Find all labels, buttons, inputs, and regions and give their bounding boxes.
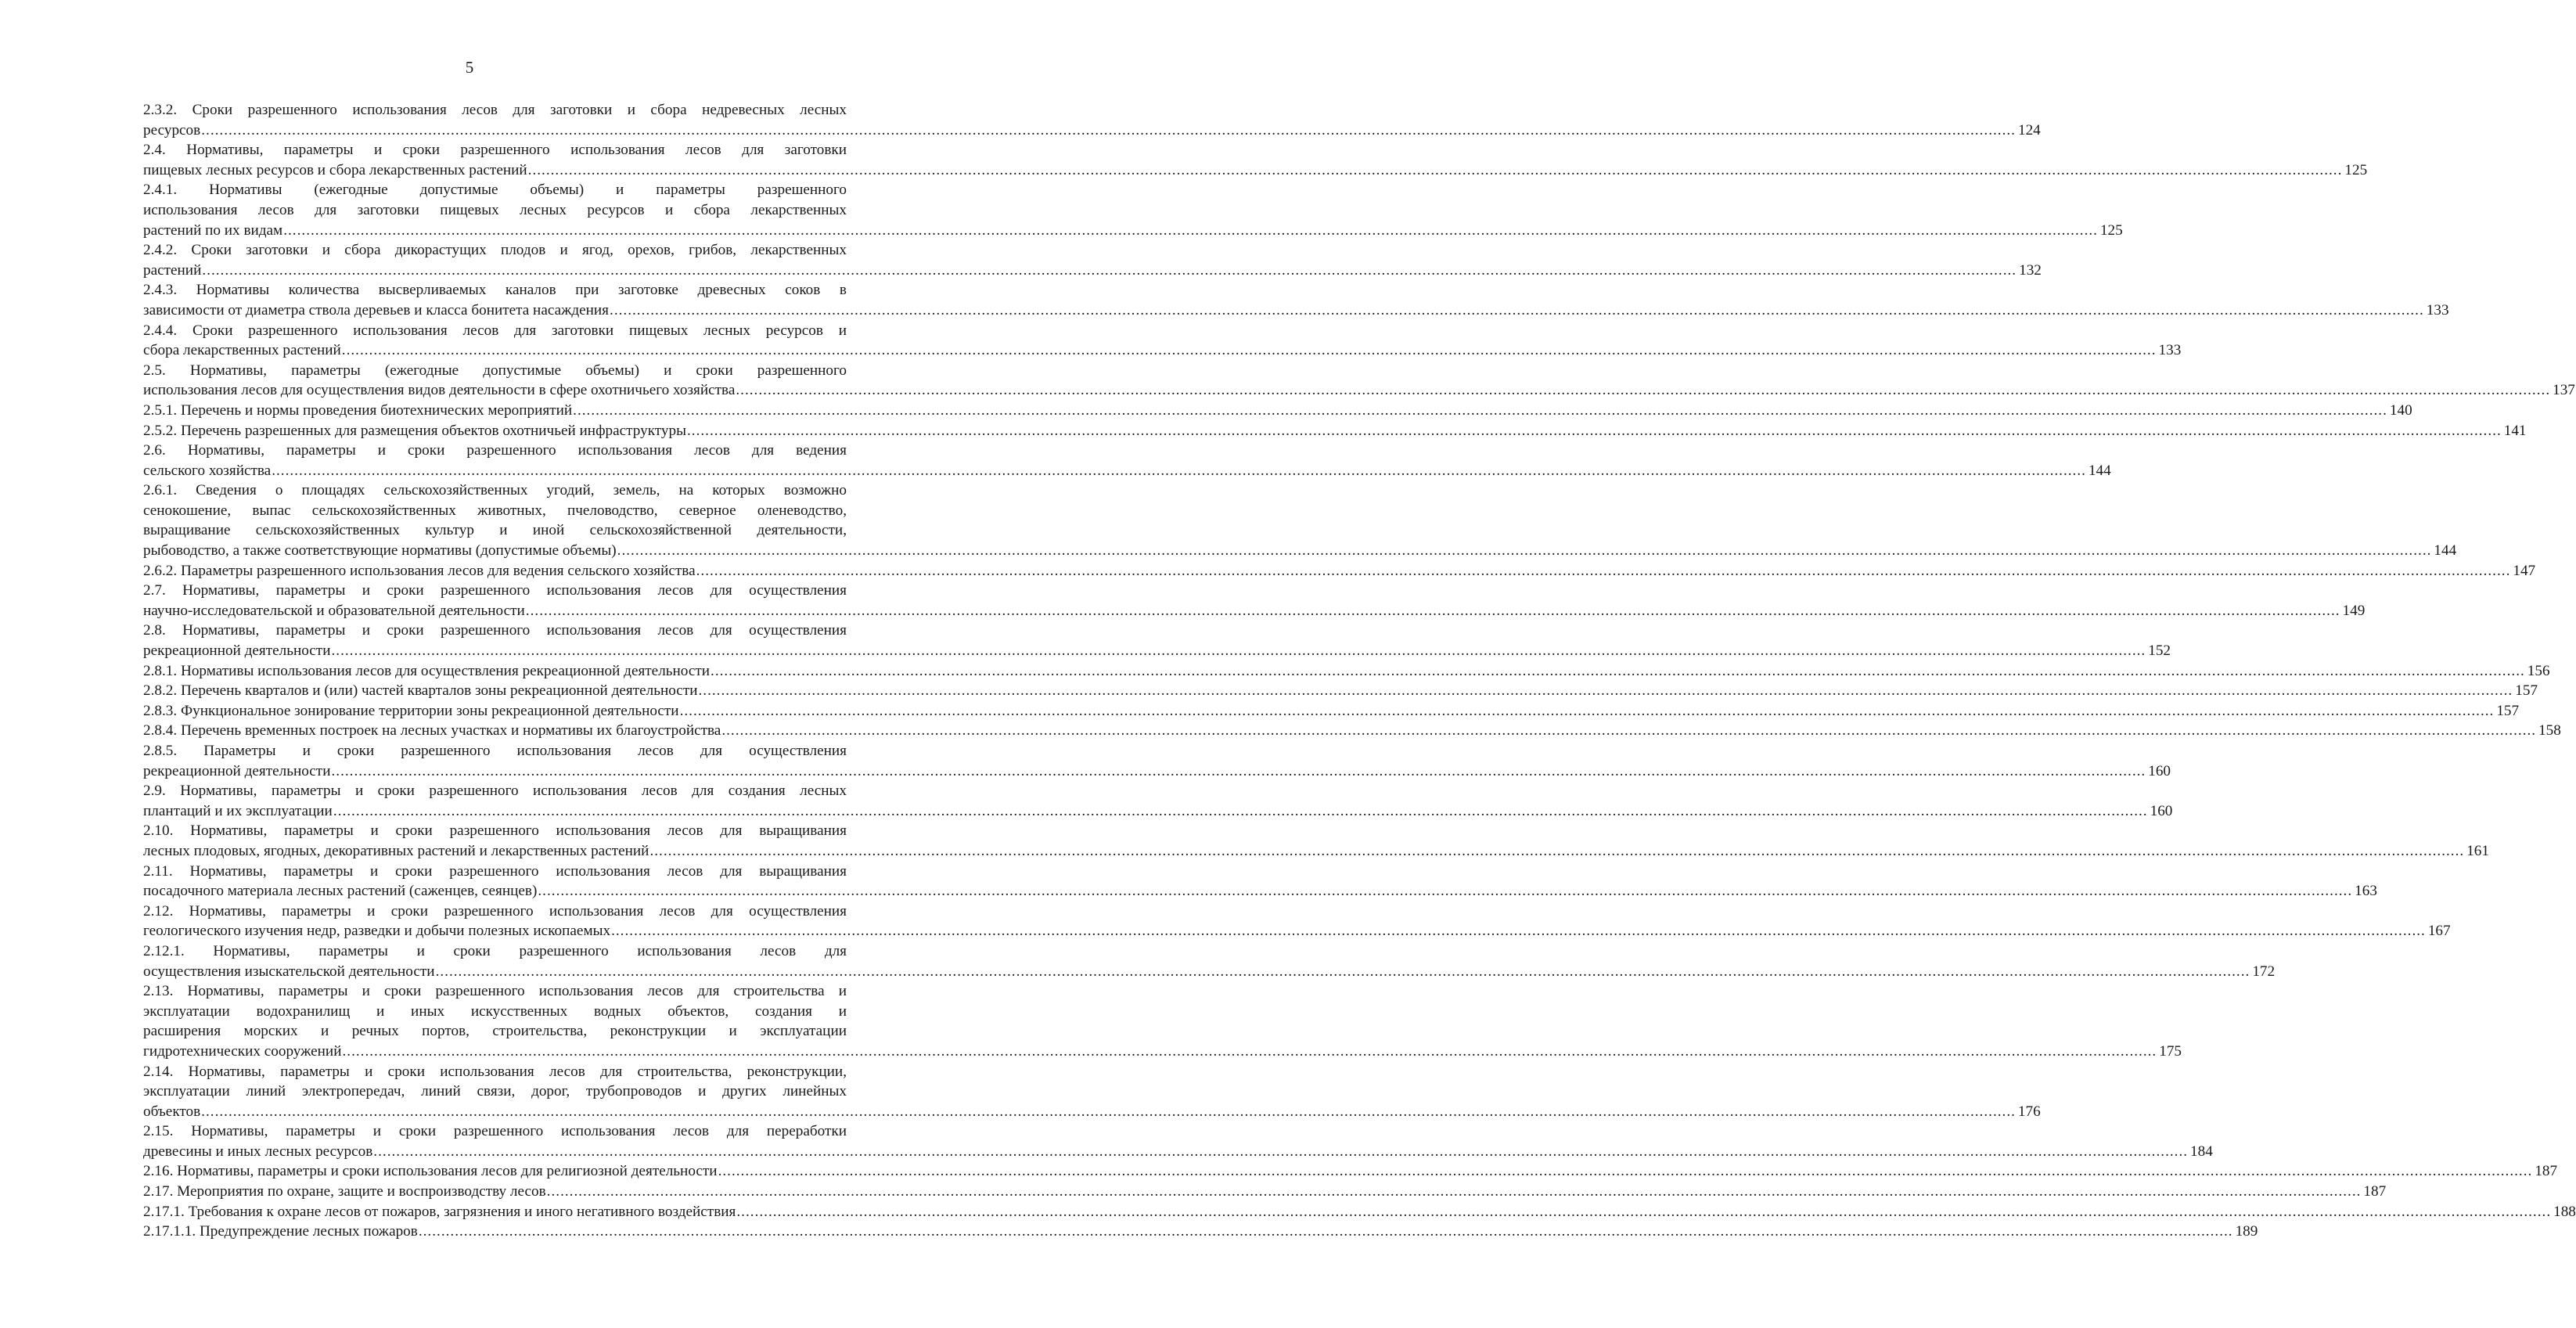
toc-leader-dots: ................................................................................................................................................................................................................................................................................................................................................................................................................ (711, 662, 2525, 679)
toc-leader-dots: ................................................................................................................................................................................................................................................................................................................................................................................................................ (341, 342, 2157, 359)
toc-page-number: 175 (2159, 1042, 2182, 1060)
toc-entry (143, 741, 2171, 781)
toc-entry-last-line (143, 921, 2451, 941)
toc-entry-title: зависимости от диаметра ствола деревьев и класса бонитета насаждения (143, 301, 610, 319)
toc-entry (143, 321, 2182, 361)
toc-page-number: 187 (2363, 1183, 2387, 1200)
toc-entry-text-line: 2.9. Нормативы, параметры и сроки разрешенного использования лесов для создания лесных (143, 783, 847, 800)
toc-page-number: 184 (2190, 1143, 2213, 1160)
toc-entry-title: посадочного материала лесных растений (саженцев, сеянцев) (143, 883, 538, 900)
toc-page-number: 124 (2017, 121, 2041, 139)
toc-entry-text-line: 2.7. Нормативы, параметры и сроки разрешенного использования лесов для осуществления (143, 582, 847, 599)
toc-entry-title: 2.8.2. Перечень кварталов и (или) частей кварталов зоны рекреационной деятельности (143, 682, 698, 700)
toc-entry (143, 621, 2171, 660)
toc-entry-title: 2.8.3. Функциональное зонирование территории зоны рекреационной деятельности (143, 702, 679, 719)
toc-leader-dots: ................................................................................................................................................................................................................................................................................................................................................................................................................ (373, 1143, 2189, 1160)
toc-entry-last-line (143, 1202, 2576, 1222)
toc-leader-dots: ................................................................................................................................................................................................................................................................................................................................................................................................................ (333, 802, 2148, 819)
toc-entry-last-line (143, 681, 2538, 701)
toc-entry-text-line: расширения морских и речных портов, строительства, реконструкции и эксплуатации (143, 1023, 847, 1040)
toc-leader-dots: ................................................................................................................................................................................................................................................................................................................................................................................................................ (718, 1163, 2533, 1180)
toc-entry-text-line: 2.5. Нормативы, параметры (ежегодные допустимые объемы) и сроки разрешенного (143, 362, 847, 379)
toc-leader-dots: ................................................................................................................................................................................................................................................................................................................................................................................................................ (272, 462, 2086, 479)
toc-entry-last-line (143, 881, 2377, 902)
toc-leader-dots: ................................................................................................................................................................................................................................................................................................................................................................................................................ (696, 562, 2511, 579)
toc-page-number: 133 (2426, 301, 2449, 319)
toc-entry-text-line: выращивание сельскохозяйственных культур и иной сельскохозяйственной деятельности, (143, 522, 847, 539)
toc-page-number: 172 (2252, 963, 2276, 980)
toc-entry (143, 280, 2449, 320)
toc-entry (143, 701, 2520, 722)
toc-entry-title: 2.17.1. Требования к охране лесов от пожаров, загрязнения и иного негативного воздействия (143, 1203, 736, 1220)
toc-entry (143, 561, 2536, 581)
toc-entry-title: 2.8.1. Нормативы использования лесов для осуществления рекреационной деятельности (143, 662, 711, 679)
toc-entry (143, 1062, 2041, 1122)
toc-leader-dots: ................................................................................................................................................................................................................................................................................................................................................................................................................ (283, 221, 2098, 239)
toc-entry-last-line (143, 561, 2536, 581)
toc-entry-text-line: 2.12.1. Нормативы, параметры и сроки разрешенного использования лесов для (143, 942, 847, 959)
toc-entry-text-line: эксплуатации линий электропередач, линий связи, дорог, трубопроводов и других линейных (143, 1083, 847, 1100)
toc-entry (143, 1182, 2387, 1202)
toc-entry-title: пищевых лесных ресурсов и сбора лекарственных растений (143, 161, 527, 178)
toc-leader-dots: ................................................................................................................................................................................................................................................................................................................................................................................................................ (525, 602, 2340, 619)
page-number: 5 (465, 58, 474, 77)
toc-entry-title: использования лесов для осуществления видов деятельности в сфере охотничьего хозяйства (143, 382, 736, 399)
toc-entry (143, 401, 2412, 421)
toc-entry-last-line (143, 301, 2449, 321)
toc-page-number: 125 (2099, 221, 2123, 239)
toc-leader-dots: ................................................................................................................................................................................................................................................................................................................................................................................................................ (736, 382, 2551, 399)
toc-leader-dots: ................................................................................................................................................................................................................................................................................................................................................................................................................ (331, 762, 2146, 779)
toc-entry (143, 421, 2527, 441)
toc-entry-text-line: 2.3.2. Сроки разрешенного использования лесов для заготовки и сбора недревесных лесных (143, 102, 847, 118)
toc-entry-title: 2.8.4. Перечень временных построек на лесных участках и нормативы их благоустройства (143, 722, 721, 740)
toc-leader-dots: ................................................................................................................................................................................................................................................................................................................................................................................................................ (202, 261, 2017, 279)
toc-page-number: 157 (2515, 682, 2538, 700)
toc-entry-last-line (143, 221, 2123, 241)
toc-entry-title: лесных плодовых, ягодных, декоративных растений и лекарственных растений (143, 842, 649, 859)
toc-entry (143, 480, 2457, 560)
toc-entry-last-line (143, 801, 2173, 822)
toc-entry-title: рекреационной деятельности (143, 642, 331, 660)
toc-entry-title: сбора лекарственных растений (143, 342, 341, 359)
toc-page-number: 144 (2088, 462, 2111, 479)
toc-entry-last-line (143, 1102, 2041, 1122)
toc-entry-last-line (143, 421, 2527, 441)
toc-entry-text-line: 2.11. Нормативы, параметры и сроки разрешенного использования лесов для выращивания (143, 862, 847, 880)
toc-entry (143, 1121, 2213, 1161)
toc-page-number: 161 (2466, 842, 2489, 859)
toc-page-number: 140 (2389, 401, 2412, 419)
toc-page-number: 167 (2427, 923, 2451, 940)
toc-entry-title: 2.17. Мероприятия по охране, защите и воспроизводству лесов (143, 1183, 546, 1200)
toc-entry (143, 1222, 2258, 1242)
toc-entry-last-line (143, 121, 2041, 141)
toc-entry-last-line (143, 641, 2171, 661)
toc-leader-dots: ................................................................................................................................................................................................................................................................................................................................................................................................................ (610, 301, 2424, 319)
toc-page-number: 147 (2513, 562, 2536, 579)
toc-entry-last-line (143, 701, 2520, 722)
toc-leader-dots: ................................................................................................................................................................................................................................................................................................................................................................................................................ (418, 1223, 2233, 1240)
toc-page-number: 141 (2503, 422, 2527, 439)
toc-page-number: 158 (2538, 722, 2561, 740)
toc-entry-title: объектов (143, 1103, 201, 1120)
toc-entry-last-line (143, 601, 2366, 621)
toc-entry-title: ресурсов (143, 121, 201, 139)
toc-entry-title: 2.17.1.1. Предупреждение лесных пожаров (143, 1223, 418, 1240)
toc-entry-last-line (143, 661, 2550, 682)
toc-entry (143, 681, 2538, 701)
toc-entry-last-line (143, 721, 2561, 741)
toc-entry-last-line (143, 841, 2489, 862)
toc-entry-title: рыбоводство, а также соответствующие нормативы (допустимые объемы) (143, 542, 617, 560)
toc-entry-text-line: эксплуатации водохранилищ и иных искусственных водных объектов, создания и (143, 1002, 847, 1020)
toc-entry-last-line (143, 1182, 2387, 1202)
toc-page-number: 157 (2496, 702, 2520, 719)
toc-page-number: 163 (2355, 883, 2377, 900)
toc-entry (143, 661, 2550, 682)
toc-leader-dots: ................................................................................................................................................................................................................................................................................................................................................................................................................ (617, 542, 2432, 560)
toc-leader-dots: ................................................................................................................................................................................................................................................................................................................................................................................................................ (201, 121, 2016, 139)
toc-leader-dots: ................................................................................................................................................................................................................................................................................................................................................................................................................ (721, 722, 2537, 740)
toc-entry-title: рекреационной деятельности (143, 762, 331, 779)
toc-page-number: 156 (2527, 662, 2550, 679)
toc-entry-text-line: 2.4.1. Нормативы (ежегодные допустимые объемы) и параметры разрешенного (143, 182, 847, 199)
toc-entry-title: гидротехнических сооружений (143, 1042, 342, 1060)
toc-leader-dots: ................................................................................................................................................................................................................................................................................................................................................................................................................ (573, 401, 2387, 419)
toc-entry-text-line: 2.8.5. Параметры и сроки разрешенного использования лесов для осуществления (143, 743, 847, 759)
toc-entry-text-line: сенокошение, выпас сельскохозяйственных животных, пчеловодство, северное оленеводство, (143, 502, 847, 519)
toc-entry (143, 581, 2366, 621)
toc-entry-title: 2.16. Нормативы, параметры и сроки использования лесов для религиозной деятельности (143, 1163, 718, 1180)
toc-page-number: 188 (2553, 1203, 2576, 1220)
toc-page-number: 132 (2019, 261, 2042, 279)
toc-entry-text-line: использования лесов для заготовки пищевых лесных ресурсов и сбора лекарственных (143, 201, 847, 218)
toc-leader-dots: ................................................................................................................................................................................................................................................................................................................................................................................................................ (736, 1203, 2552, 1220)
toc-entry-text-line: 2.15. Нормативы, параметры и сроки разрешенного использования лесов для переработки (143, 1123, 847, 1140)
toc-entry-last-line (143, 461, 2111, 481)
toc-page-number: 152 (2148, 642, 2171, 660)
toc-leader-dots: ................................................................................................................................................................................................................................................................................................................................................................................................................ (611, 923, 2426, 940)
toc-entry-text-line: 2.4.3. Нормативы количества высверливаемых каналов при заготовке древесных соков в (143, 282, 847, 299)
toc-entry (143, 1202, 2576, 1222)
toc-entry-title: растений (143, 261, 202, 279)
toc-page-number: 133 (2158, 342, 2182, 359)
toc-entry-title: осуществления изыскательской деятельности (143, 963, 435, 980)
toc-entry-title: сельского хозяйства (143, 462, 272, 479)
toc-entry (143, 981, 2182, 1061)
toc-entry-title: научно-исследовательской и образовательной деятельности (143, 602, 525, 619)
toc-entry-last-line (143, 401, 2412, 421)
toc-entry (143, 140, 2368, 180)
toc-entry-text-line: 2.8. Нормативы, параметры и сроки разрешенного использования лесов для осуществления (143, 622, 847, 639)
toc-page-number: 160 (2148, 762, 2171, 779)
toc-entry (143, 821, 2489, 861)
toc-entry-title: 2.5.2. Перечень разрешенных для размещения объектов охотничьей инфраструктуры (143, 422, 686, 439)
toc-entry-text-line: 2.6.1. Сведения о площадях сельскохозяйственных угодий, земель, на которых возможно (143, 482, 847, 499)
toc-entry-text-line: 2.4.2. Сроки заготовки и сбора дикорастущих плодов и ягод, орехов, грибов, лекарственных (143, 242, 847, 259)
toc-entry-title: 2.5.1. Перечень и нормы проведения биотехнических мероприятий (143, 401, 573, 419)
toc-entry (143, 902, 2451, 941)
toc-entry (143, 361, 2575, 401)
toc-leader-dots: ................................................................................................................................................................................................................................................................................................................................................................................................................ (331, 642, 2146, 660)
toc-entry-last-line (143, 261, 2042, 281)
toc-page-number: 149 (2342, 602, 2366, 619)
toc-entry-text-line: 2.14. Нормативы, параметры и сроки использования лесов для строительства, реконструкции, (143, 1063, 847, 1080)
toc-page-number: 125 (2344, 161, 2368, 178)
toc-page-number: 137 (2553, 382, 2575, 399)
toc-entry (143, 180, 2123, 240)
toc-entry-text-line: 2.13. Нормативы, параметры и сроки разрешенного использования лесов для строительства и (143, 983, 847, 1000)
toc-entry-last-line (143, 1161, 2558, 1182)
toc-entry-last-line (143, 1142, 2213, 1162)
toc-entry-text-line: 2.4. Нормативы, параметры и сроки разрешенного использования лесов для заготовки (143, 142, 847, 159)
toc-entry-last-line (143, 160, 2368, 181)
toc-page-number: 160 (2150, 802, 2173, 819)
toc-entry-text-line: 2.4.4. Сроки разрешенного использования лесов для заготовки пищевых лесных ресурсов и (143, 322, 847, 339)
toc-leader-dots: ................................................................................................................................................................................................................................................................................................................................................................................................................ (686, 422, 2502, 439)
toc-entry-last-line (143, 1222, 2258, 1242)
toc-leader-dots: ................................................................................................................................................................................................................................................................................................................................................................................................................ (679, 702, 2495, 719)
toc-entry (143, 721, 2561, 741)
toc-leader-dots: ................................................................................................................................................................................................................................................................................................................................................................................................................ (698, 682, 2513, 700)
table-of-contents (143, 100, 2576, 1242)
toc-page-number: 176 (2017, 1103, 2041, 1120)
toc-entry-text-line: 2.10. Нормативы, параметры и сроки разрешенного использования лесов для выращивания (143, 822, 847, 840)
toc-entry-title: геологического изучения недр, разведки и добычи полезных ископаемых (143, 923, 611, 940)
toc-entry-last-line (143, 340, 2182, 361)
toc-leader-dots: ................................................................................................................................................................................................................................................................................................................................................................................................................ (435, 963, 2250, 980)
toc-entry (143, 781, 2173, 821)
toc-entry-last-line (143, 962, 2276, 982)
toc-entry (143, 1161, 2558, 1182)
toc-leader-dots: ................................................................................................................................................................................................................................................................................................................................................................................................................ (546, 1183, 2362, 1200)
toc-entry (143, 862, 2377, 902)
toc-entry-text-line: 2.6. Нормативы, параметры и сроки разрешенного использования лесов для ведения (143, 442, 847, 459)
toc-entry-title: плантаций и их эксплуатации (143, 802, 333, 819)
toc-leader-dots: ................................................................................................................................................................................................................................................................................................................................................................................................................ (649, 842, 2465, 859)
toc-entry-last-line (143, 1042, 2182, 1062)
toc-page-number: 187 (2535, 1163, 2558, 1180)
toc-entry (143, 240, 2042, 280)
toc-entry-title: 2.6.2. Параметры разрешенного использования лесов для ведения сельского хозяйства (143, 562, 696, 579)
toc-leader-dots: ................................................................................................................................................................................................................................................................................................................................................................................................................ (527, 161, 2343, 178)
toc-leader-dots: ................................................................................................................................................................................................................................................................................................................................................................................................................ (201, 1103, 2016, 1120)
toc-entry-text-line: 2.12. Нормативы, параметры и сроки разрешенного использования лесов для осуществления (143, 902, 847, 920)
toc-entry (143, 941, 2276, 981)
toc-entry-title: древесины и иных лесных ресурсов (143, 1143, 373, 1160)
toc-entry-last-line (143, 761, 2171, 782)
toc-leader-dots: ................................................................................................................................................................................................................................................................................................................................................................................................................ (538, 883, 2353, 900)
toc-entry (143, 441, 2111, 480)
toc-entry (143, 100, 2041, 140)
toc-entry-last-line (143, 541, 2457, 561)
toc-page-number: 144 (2434, 542, 2457, 560)
toc-page-number: 189 (2235, 1223, 2258, 1240)
toc-entry-title: растений по их видам (143, 221, 283, 239)
toc-entry-last-line (143, 380, 2575, 401)
toc-leader-dots: ................................................................................................................................................................................................................................................................................................................................................................................................................ (342, 1042, 2157, 1060)
